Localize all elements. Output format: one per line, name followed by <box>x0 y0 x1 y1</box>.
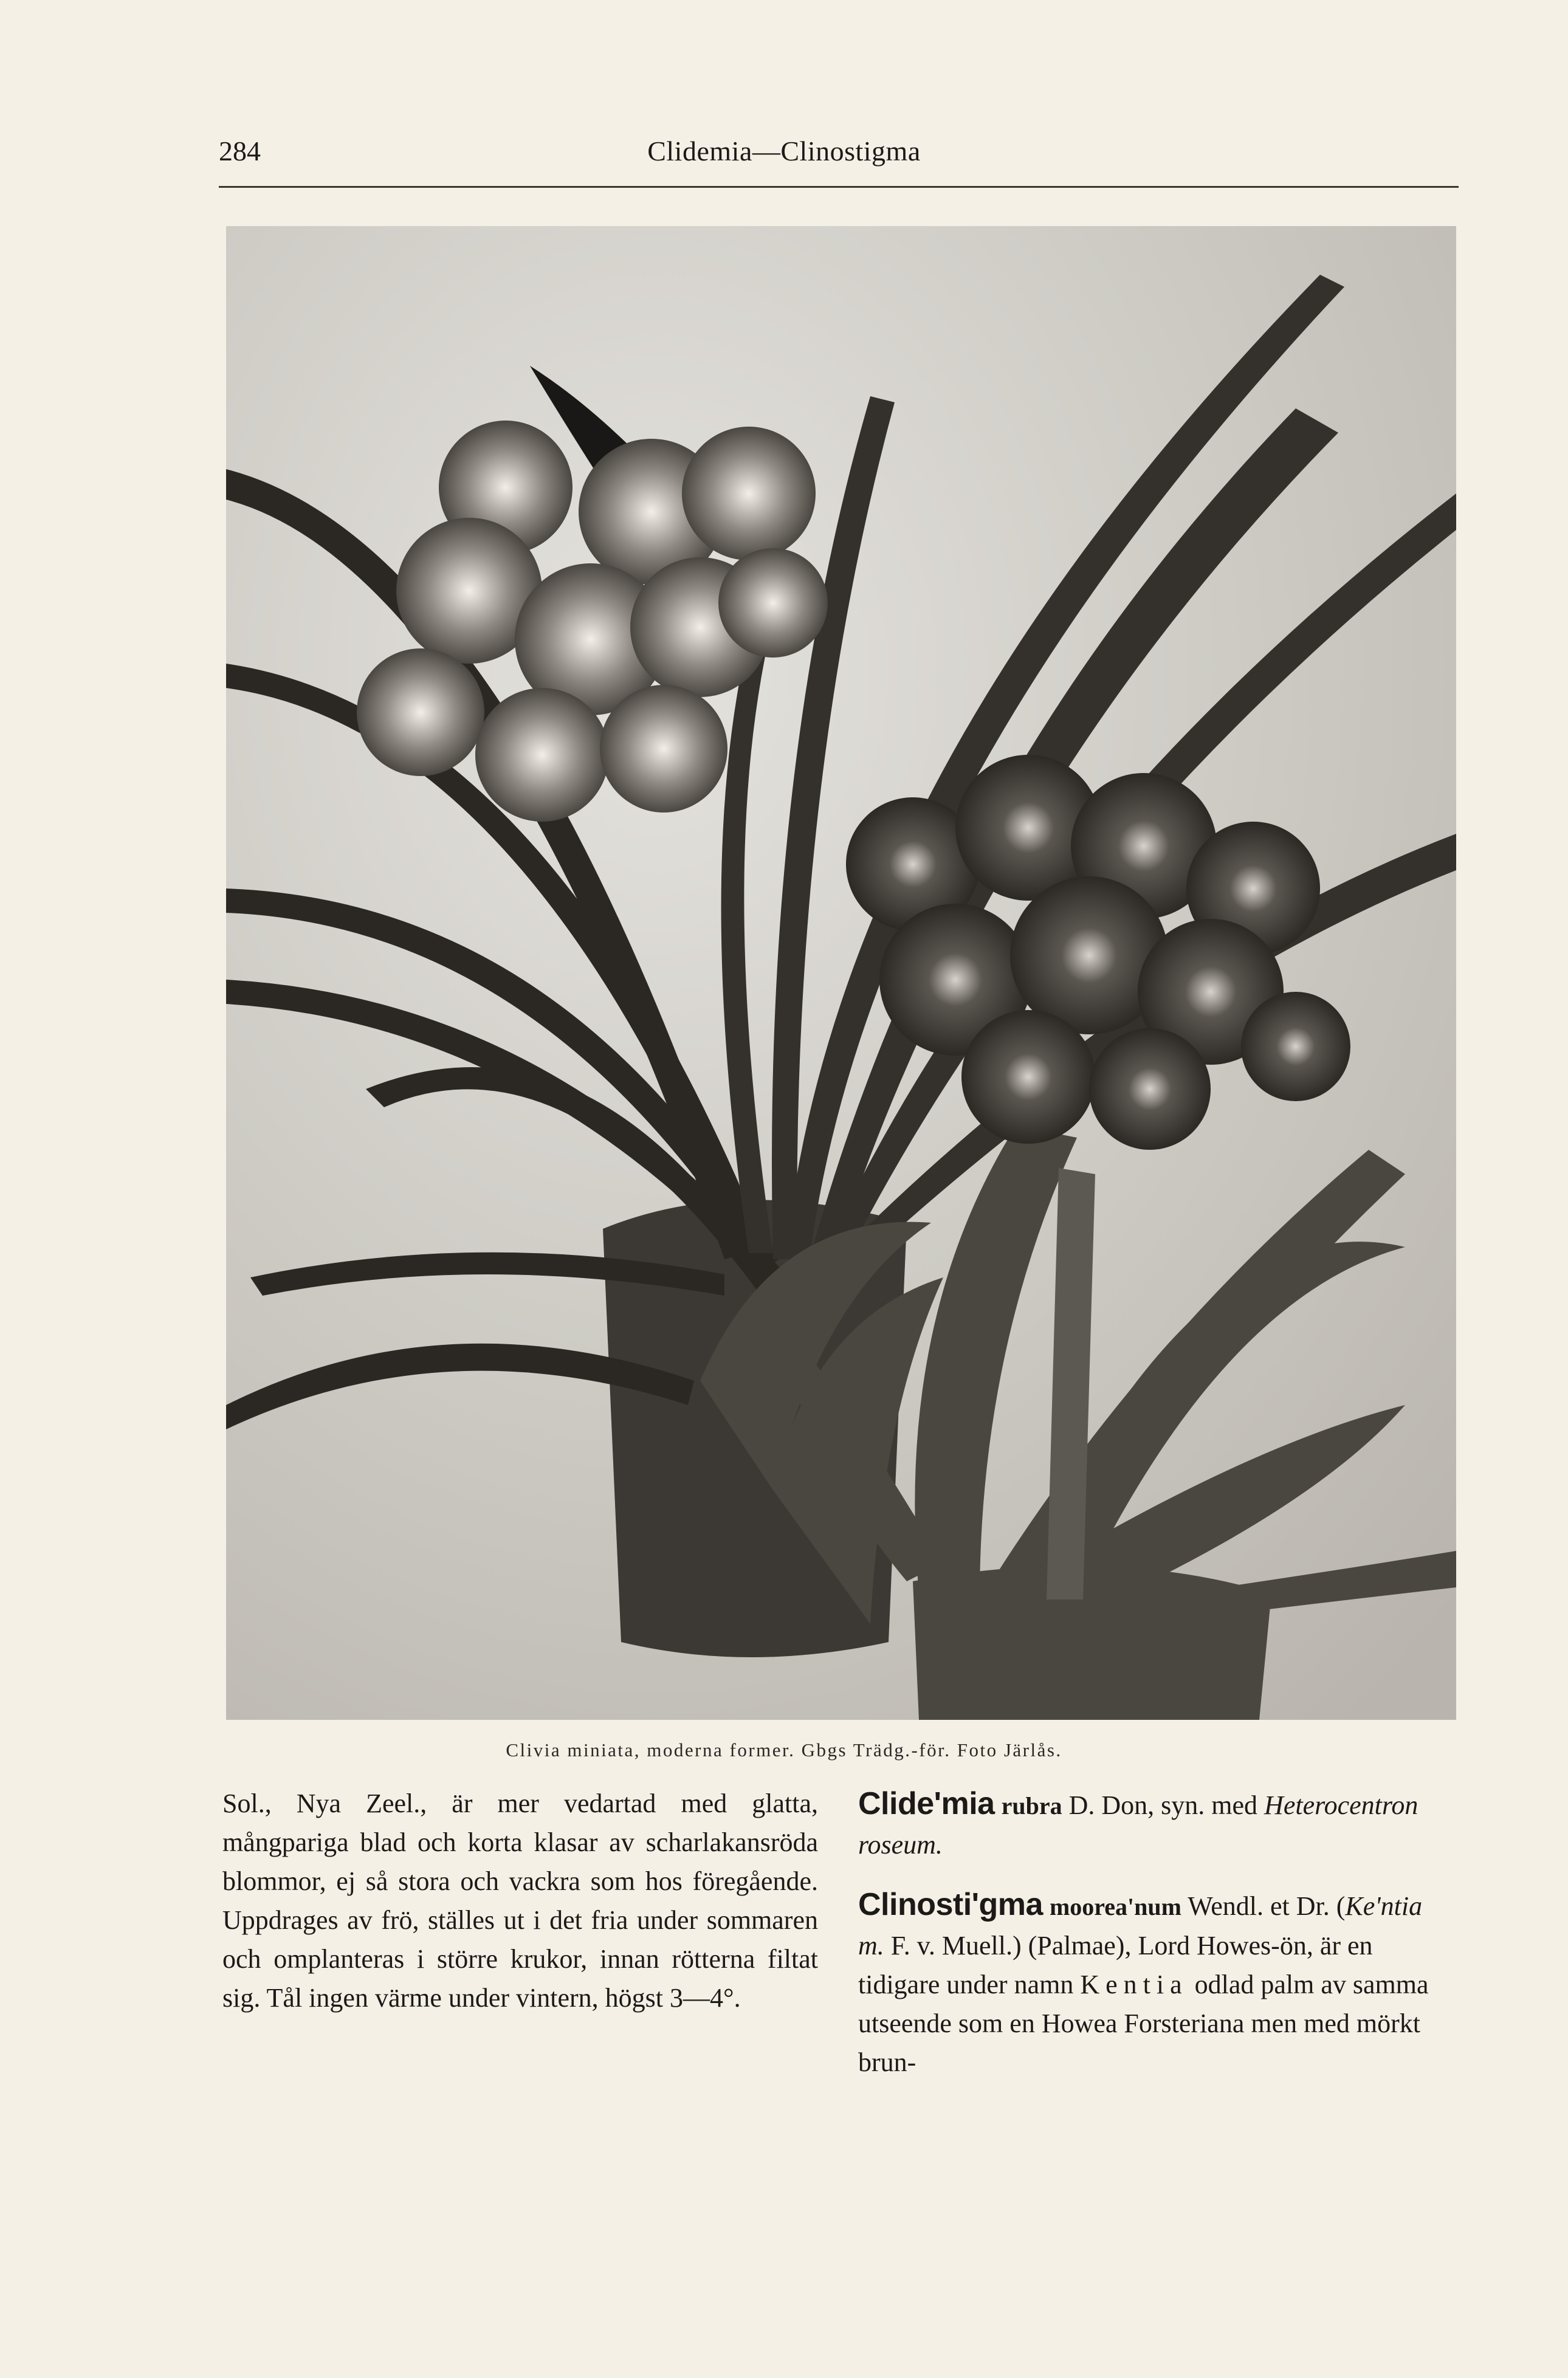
entry-text-end: odlad palm av samma utseende som en Howea Forsteriana men med mörkt brun- <box>858 1970 1429 2077</box>
entry-text-continued: F. v. Muell.) (Palmae), Lord Howes-ön, är en tidigare under namn <box>858 1931 1373 1999</box>
page-number: 284 <box>219 136 261 167</box>
entry-species: moorea'num <box>1049 1893 1181 1920</box>
left-column <box>222 1784 818 2018</box>
entry-clidemia <box>858 1784 1454 1864</box>
entry-spaced-name: Kentia <box>1080 1970 1188 1999</box>
left-column-text: Sol., Nya Zeel., är mer vedartad med glatta, mångpariga blad och korta klasar av scharlakansröda blommor, ej så stora och vackra som hos föregående. Uppdrages av frö, ställes ut i det fria under sommaren och omplanteras i större krukor, innan rötterna filtat sig. Tål ingen värme under vintern, högst 3—4°. <box>222 1789 818 2013</box>
entry-synonym: Heterocentron roseum. <box>858 1790 1418 1860</box>
clivia-photograph <box>226 226 1456 1720</box>
running-head: Clidemia—Clinostigma <box>647 136 921 167</box>
entry-text: D. Don, syn. med <box>1062 1790 1265 1820</box>
entry-text: Wendl. et Dr. ( <box>1181 1891 1346 1921</box>
entry-genus: Clide'mia <box>858 1786 995 1821</box>
plant-illustration <box>226 226 1456 1720</box>
entry-species: rubra <box>1001 1792 1062 1820</box>
right-column <box>858 1784 1454 2103</box>
entry-synonym: Ke'ntia m. <box>858 1891 1423 1960</box>
entry-genus: Clinosti'gma <box>858 1887 1043 1922</box>
header-rule <box>219 186 1459 188</box>
figure-caption: Clivia miniata, moderna former. Gbgs Trädg.-för. Foto Järlås. <box>506 1739 1062 1761</box>
entry-clinostigma <box>858 1885 1454 2082</box>
